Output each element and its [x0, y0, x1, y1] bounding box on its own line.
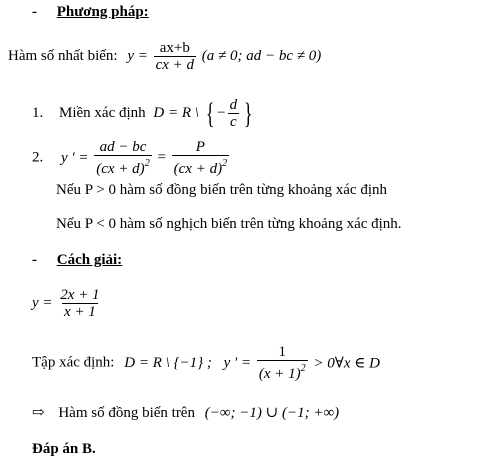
fraction-numerator: d [229, 97, 238, 113]
bullet: - [32, 4, 37, 20]
example-fraction [58, 287, 101, 320]
fraction-denominator: x + 1 [64, 304, 96, 320]
fraction-numerator: 2x + 1 [60, 287, 100, 303]
equals-sign: = [157, 149, 166, 166]
derivative-sign: > 0∀x ∈ D [313, 355, 380, 372]
rule-increasing: Nếu P > 0 hàm số đồng biến trên từng khoảng xác định [56, 182, 387, 198]
fraction-numerator: ax+b [159, 40, 190, 56]
fraction-denominator: $(x + 1)^2$ [257, 360, 308, 382]
derivative-lhs: y ' = [61, 149, 89, 166]
item-domain [32, 97, 255, 130]
rule-decreasing: Nếu P < 0 hàm số nghịch biến trên từng khoảng xác định. [56, 216, 402, 232]
definition-label: Hàm số nhất biến: [8, 48, 118, 64]
item-derivative [32, 139, 231, 177]
fraction-denominator: (cx + d)$^2$ [94, 155, 151, 177]
fraction-numerator: P [195, 139, 205, 155]
fraction-numerator: ad − bc [99, 139, 147, 155]
definition-fraction [154, 40, 196, 73]
bullet: - [32, 252, 37, 268]
definition-condition: (a ≠ 0; ad − bc ≠ 0) [201, 48, 322, 64]
example-lhs: y = [32, 295, 53, 311]
item-number: 2. [32, 149, 44, 166]
section-heading-solution [32, 252, 122, 269]
fraction-denominator: c [229, 114, 237, 130]
derivative-fraction-2 [172, 139, 229, 177]
answer: Đáp án B. [32, 441, 96, 457]
conclusion-text: Hàm số đồng biến trên [58, 405, 195, 421]
implies-arrow-icon: ⇨ [32, 405, 45, 421]
conclusion-line [32, 403, 339, 422]
example-function [32, 287, 104, 320]
derivative-fraction [257, 344, 308, 382]
definition-line [8, 40, 321, 73]
derivative-fraction-1 [94, 139, 151, 177]
conclusion-intervals: (−∞; −1) ∪ (−1; +∞) [204, 405, 340, 421]
minus-sign: − [217, 105, 226, 121]
fraction-denominator: (cx + d)$^2$ [172, 155, 229, 177]
item-text: Miền xác định [59, 105, 146, 121]
fraction-numerator: 1 [278, 344, 287, 360]
solution-title: Cách giải: [56, 252, 123, 268]
close-brace: } [243, 96, 253, 130]
definition-lhs: y = [127, 48, 148, 64]
domain-label: Tập xác định: [32, 354, 115, 371]
domain-lhs: D = R \ [153, 105, 199, 121]
domain-line [32, 344, 380, 382]
section-heading-method [32, 4, 149, 21]
method-title: Phương pháp: [56, 4, 149, 20]
domain-expression: D = R \ {−1} ; [124, 354, 212, 371]
item-number: 1. [32, 105, 44, 121]
fraction-denominator: cx + d [155, 57, 195, 73]
open-brace: { [205, 96, 215, 130]
derivative-lhs: y ' = [223, 354, 252, 371]
domain-fraction [228, 97, 240, 130]
